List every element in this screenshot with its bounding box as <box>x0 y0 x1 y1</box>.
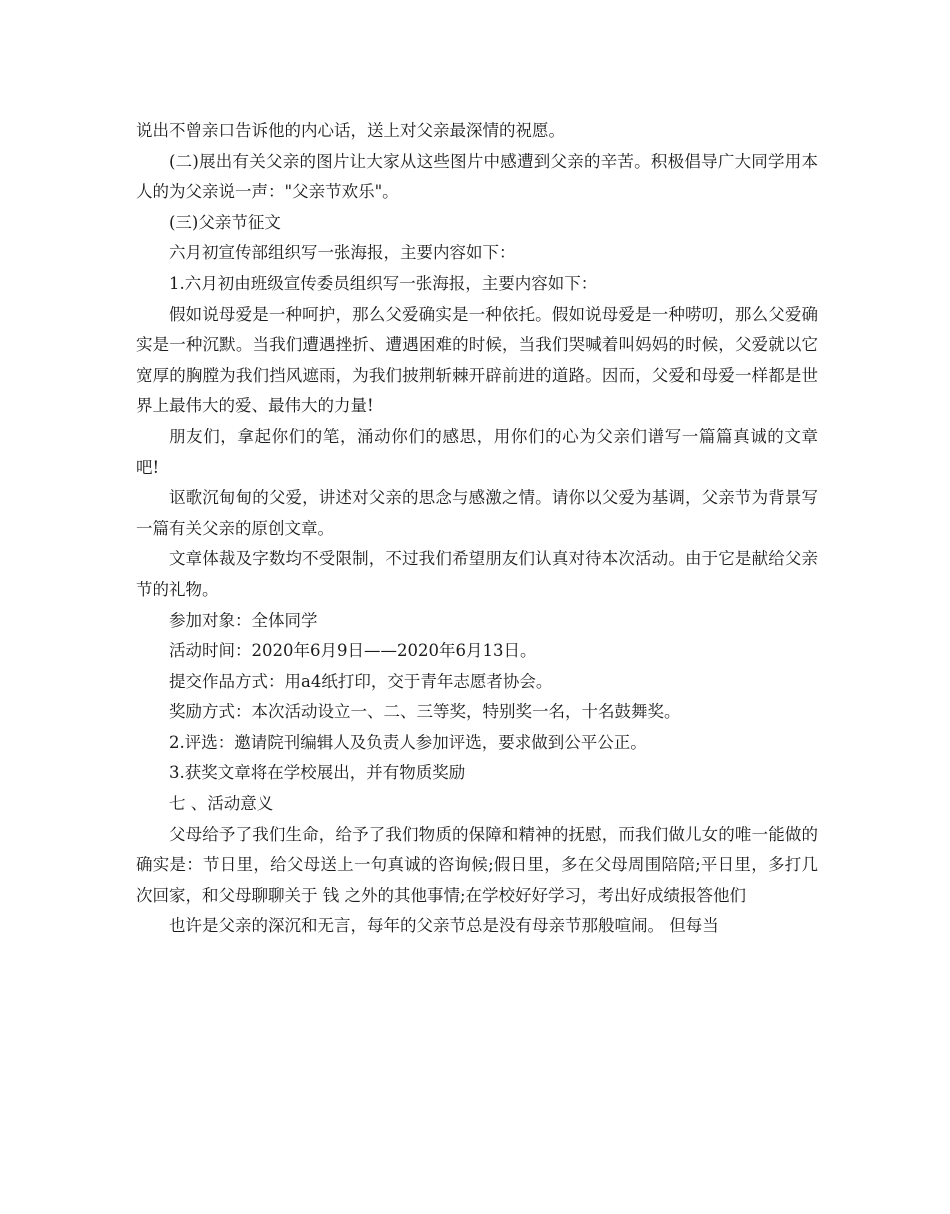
paragraph: 假如说母爱是一种呵护，那么父爱确实是一种依托。假如说母爱是一种唠叨，那么父爱确实是一种沉默。当我们遭遇挫折、遭遇困难的时候，当我们哭喊着叫妈妈的时候，父爱就以它宽厚的胸膛为我们挡风遮雨，为我们披荆斩棘开辟前进的道路。因而，父爱和母爱一样都是世界上最伟大的爱、最伟大的力量! <box>136 304 818 416</box>
paragraph: 朋友们，拿起你们的笔，涌动你们的感思，用你们的心为父亲们谱写一篇篇真诚的文章吧! <box>136 426 818 477</box>
awards-line: 奖励方式：本次活动设立一、二、三等奖，特别奖一名，十名鼓舞奖。 <box>169 702 681 722</box>
list-item: 2.评选：邀请院刊编辑人及负责人参加评选，要求做到公平公正。 <box>169 732 647 752</box>
paragraph: 说出不曾亲口告诉他的内心话，送上对父亲最深情的祝愿。 <box>136 121 565 140</box>
paragraph: (二)展出有关父亲的图片让大家从这些图片中感遭到父亲的辛苦。积极倡导广大同学用本人的为父亲说一声："父亲节欢乐"。 <box>136 151 818 202</box>
list-item: 1.六月初由班级宣传委员组织写一张海报，主要内容如下： <box>169 273 598 293</box>
paragraph: 文章体裁及字数均不受限制，不过我们希望朋友们认真对待本次活动。由于它是献给父亲节的礼物。 <box>136 549 818 599</box>
activity-time-line: 活动时间：2020年6月9日——2020年6月13日。 <box>169 641 537 661</box>
document-page <box>136 116 818 942</box>
paragraph: 六月初宣传部组织写一张海报，主要内容如下： <box>169 243 516 263</box>
paragraph: 父母给予了我们生命，给予了我们物质的保障和精神的抚慰，而我们做儿女的唯一能做的确实是：节日里，给父母送上一句真诚的咨询候;假日里，多在父母周围陪陪;平日里，多打几次回家，和父母聊聊关于 钱 之外的其他事情;在学校好好学习，考出好成绩报答他们 <box>136 824 818 905</box>
section-heading: (三)父亲节征文 <box>169 212 281 232</box>
participants-line: 参加对象：全体同学 <box>169 610 318 630</box>
paragraph: 也许是父亲的深沉和无言，每年的父亲节总是没有母亲节那般喧闹。 但每当 <box>169 916 719 936</box>
list-item: 3.获奖文章将在学校展出，并有物质奖励 <box>169 763 466 783</box>
paragraph: 讴歌沉甸甸的父爱，讲述对父亲的思念与感激之情。请你以父爱为基调，父亲节为背景写一篇有关父亲的原创文章。 <box>136 488 818 538</box>
section-heading: 七 、活动意义 <box>169 794 274 814</box>
submission-line: 提交作品方式：用a4纸打印，交于青年志愿者协会。 <box>169 671 553 691</box>
